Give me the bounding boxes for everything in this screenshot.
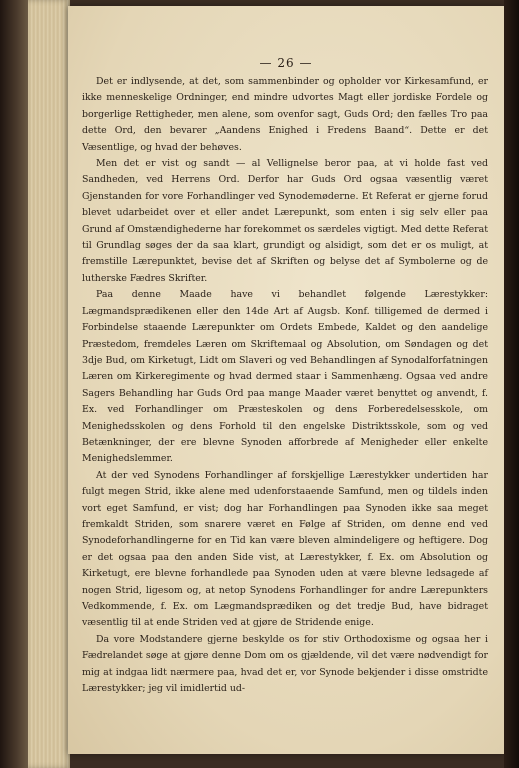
page-stack-edges [28,0,70,768]
paragraph: Da vore Modstandere gjerne beskylde os for stiv Orthodoxisme og ogsaa her i Fædrelandet søge at gjøre denne Dom om os gjældende, vil det være nødvendigt for mig at indgaa lidt nærmere paa, hvad det er, vor Synode bekjender i disse omstridte Lærestykker; jeg vil imidlertid ud- [82,633,488,695]
book-binding-left [0,0,28,768]
paragraph: At der ved Synodens Forhandlinger af forskjellige Lærestykker undertiden har fulgt megen Strid, ikke alene med udenforstaaende Samfund, men og tildels inden vort eget Samfund, er vist; dog har Forhandlingen paa Synoden ikke saa meget fremkaldt Striden, som snarere været en Følge af Striden, om denne end ved Synodeforhandlingerne for en Tid kan være bleven almindeligere og heftigere. Dog er det ogsaa paa den anden Side vist, at Lærestykker, f. Ex. om Absolution og Kirketugt, ere blevne forhandlede paa Synoden uden at være blevne ledsagede af nogen Strid, ligesom og, at netop Synodens Forhandlinger for andre Lærepunkters Vedkommende, f. Ex. om Lægmandsprædiken og det tredje Bud, have bidraget væsentlig til at ende Striden ved at gjøre de Stridende enige. [82,469,488,629]
page-body-text [82,74,488,697]
page-number: — 26 — [259,56,313,70]
book-binding-right [504,0,519,768]
paragraph: Men det er vist og sandt — al Vellignelse beror paa, at vi holde fast ved Sandheden, ved Herrens Ord. Derfor har Guds Ord ogsaa væsentlig været Gjenstanden for vore Forhandlinger ved Synodemøderne. Et Referat er gjerne forud blevet udarbeidet over et eller andet Lærepunkt, som enten i sig selv eller paa Grund af Omstændighederne har forekommet os særdeles vigtigt. Med dette Referat til Grundlag søges der da saa klart, grundigt og alsidigt, som det er os muligt, at fremstille Lærepunktet, bevise det af Skriften og belyse det af Symbolerne og de lutherske Fædres Skrifter. [82,158,488,284]
paragraph: Paa denne Maade have vi behandlet følgende Lærestykker: Lægmandsprædikenen eller den 14de Art af Augsb. Konf. tilligemed de dermed i Forbindelse staaende Lærepunkter om Ordets Embede, Kaldet og den aandelige Præstedom, fremdeles Læren om Skriftemaal og Absolution, om Søndagen og det 3dje Bud, om Kirketugt, Lidt om Slaveri og ved Behandlingen af Synodalforfatningen Læren om Kirkeregimente og hvad dermed staar i Sammenhæng. Ogsaa ved andre Sagers Behandling har Guds Ord paa mange Maader været benyttet og anvendt, f. Ex. ved Forhandlinger om Præsteskolen og dens Forberedelsesskole, om Menighedsskolen og dens Forhold til den engelske Distriktsskole, som og ved Betænkninger, der ere blevne Synoden afforbrede af Menigheder eller enkelte Menighedslemmer. [82,289,488,465]
paragraph: Det er indlysende, at det, som sammenbinder og opholder vor Kirkesamfund, er ikke menneskelige Ordninger, end mindre udvortes Magt eller jordiske Fordele og borgerlige Rettigheder, men alene, som ovenfor sagt, Guds Ord; den fælles Tro paa dette Ord, den bevarer „Aandens Enighed i Fredens Baand“. Dette er det Væsentlige, og hvad der behøves. [82,76,488,153]
